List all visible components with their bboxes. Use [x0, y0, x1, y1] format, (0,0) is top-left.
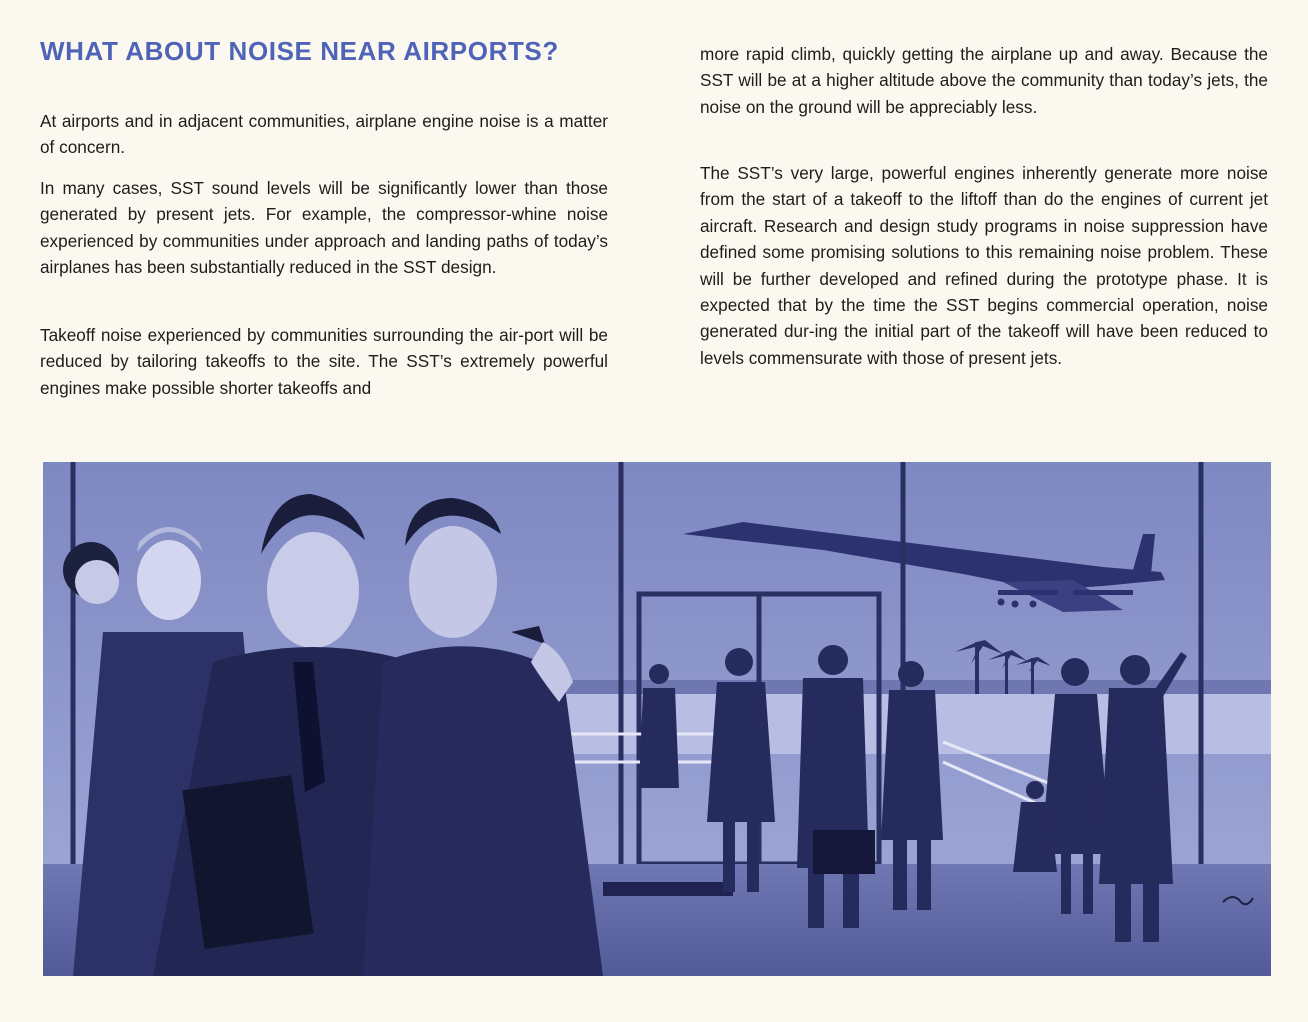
paragraph-engine-noise: The SST’s very large, powerful engines inherently generate more noise from the start of a takeoff to the liftoff than do the engines of current jet aircraft. Research and design study programs in noise suppression have defined some promising solutions to this remaining noise problem. These will be further developed and refined during the prototype phase. It is expected that by the time the SST begins commercial operation, noise generated dur-ing the initial part of the takeoff will have been reduced to levels commensurate with those of present jets.: [700, 163, 1268, 368]
paragraph-airport-concern: At airports and in adjacent communities, airplane engine noise is a matter of concern.: [40, 111, 608, 158]
page-title: WHAT ABOUT NOISE NEAR AIRPORTS?: [40, 36, 559, 66]
paragraph-sound-levels: In many cases, SST sound levels will be significantly lower than those generated by present jets. For example, the compressor-whine noise experienced by communities under approach and landing paths of today’s airplanes has been substantially reduced in the SST design.: [40, 178, 608, 278]
paragraph-takeoff-noise: Takeoff noise experienced by communities surrounding the air-port will be reduced by tailoring takeoffs to the site. The SST’s extremely powerful engines make possible shorter takeoffs and: [40, 325, 608, 398]
airport-terminal-illustration: [43, 462, 1271, 976]
floor-mat: [603, 882, 733, 896]
paragraph-rapid-climb: more rapid climb, quickly getting the airplane up and away. Because the SST will be at a higher altitude above the community than today’s jets, the noise on the ground will be appreciably less.: [700, 44, 1268, 117]
illustration-drawing: [43, 462, 1271, 976]
